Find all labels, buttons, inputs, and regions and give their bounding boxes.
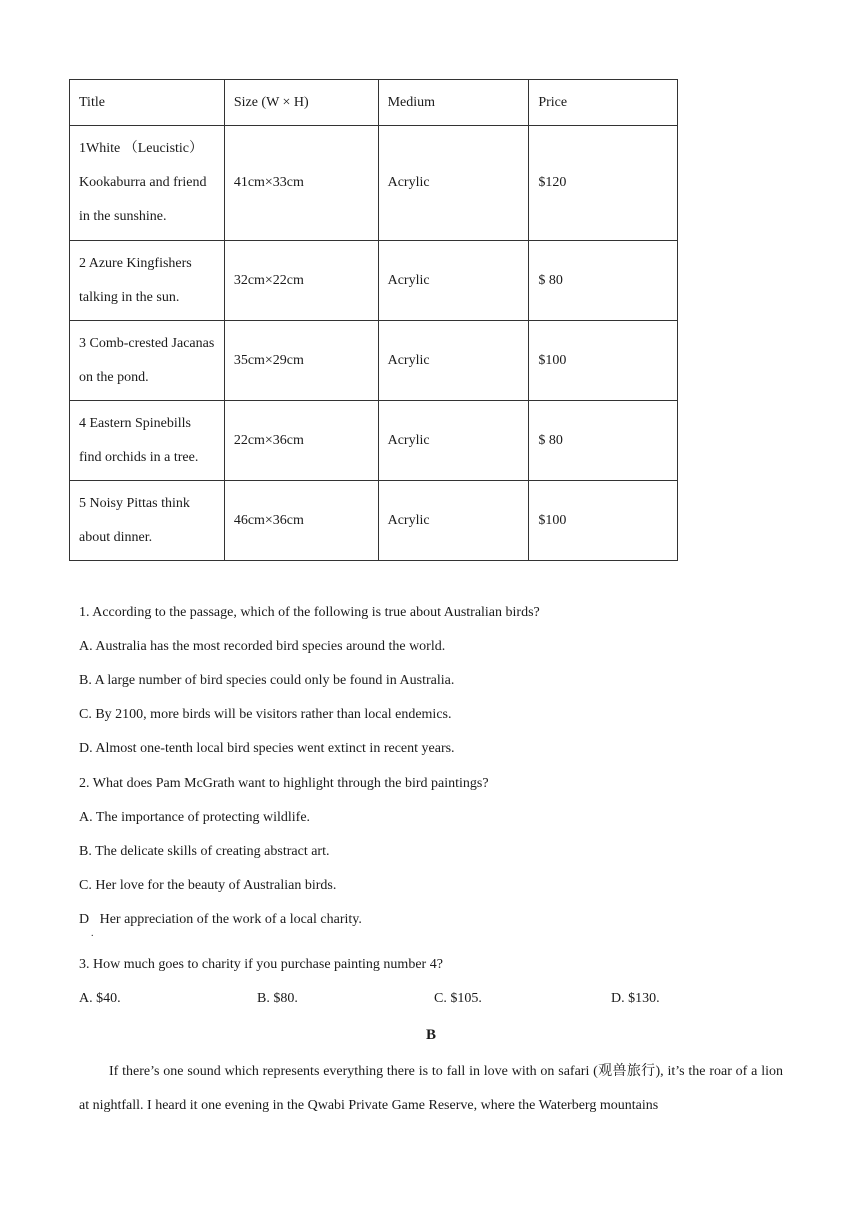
question-3-option-b: B. $80.: [257, 991, 298, 1006]
section-heading: B: [426, 1027, 437, 1043]
painting-medium: Acrylic: [378, 321, 529, 401]
painting-medium: Acrylic: [378, 401, 529, 481]
question-3-option-d: D. $130.: [611, 991, 660, 1006]
painting-title: 3 Comb-crested Jacanas on the pond.: [70, 321, 225, 401]
question-3-option-c: C. $105.: [434, 991, 482, 1006]
painting-price: $120: [529, 126, 678, 241]
header-medium: Medium: [378, 80, 529, 126]
table-row: [70, 401, 678, 481]
question-1-option-c: C. By 2100, more birds will be visitors rather than local endemics.: [79, 707, 452, 722]
question-2-option-b: B. The delicate skills of creating abstract art.: [79, 844, 330, 859]
table-header-row: [70, 80, 678, 126]
painting-title: 5 Noisy Pittas think about dinner.: [70, 481, 225, 561]
painting-title: 2 Azure Kingfishers talking in the sun.: [70, 241, 225, 321]
table-row: [70, 126, 678, 241]
painting-size: 41cm×33cm: [224, 126, 378, 241]
table-row: [70, 241, 678, 321]
question-1-option-d: D. Almost one-tenth local bird species went extinct in recent years.: [79, 741, 455, 756]
painting-medium: Acrylic: [378, 481, 529, 561]
question-2-option-c: C. Her love for the beauty of Australian birds.: [79, 878, 337, 893]
question-3-stem: 3. How much goes to charity if you purchase painting number 4?: [79, 957, 443, 972]
painting-price: $100: [529, 481, 678, 561]
painting-title: 1White （Leucistic） Kookaburra and friend in the sunshine.: [70, 126, 225, 241]
painting-title: 4 Eastern Spinebills find orchids in a tree.: [70, 401, 225, 481]
passage-paragraph: If there’s one sound which represents everything there is to fall in love with on safari (观兽旅行), it’s the roar of a lion at nightfall. I heard it one evening in the Qwabi Private Game Reserve, where the Waterberg mountains: [79, 1064, 783, 1113]
table-row: [70, 321, 678, 401]
header-size: Size (W × H): [224, 80, 378, 126]
painting-medium: Acrylic: [378, 126, 529, 241]
question-3-options: [79, 991, 779, 1011]
question-1-option-a: A. Australia has the most recorded bird species around the world.: [79, 639, 446, 654]
question-3-option-a: A. $40.: [79, 991, 121, 1006]
painting-size: 32cm×22cm: [224, 241, 378, 321]
painting-price: $ 80: [529, 401, 678, 481]
painting-size: 35cm×29cm: [224, 321, 378, 401]
painting-price: $100: [529, 321, 678, 401]
header-title: Title: [70, 80, 225, 126]
painting-size: 22cm×36cm: [224, 401, 378, 481]
painting-price: $ 80: [529, 241, 678, 321]
question-2-stem: 2. What does Pam McGrath want to highlight through the bird paintings?: [79, 776, 489, 791]
question-1-option-b: B. A large number of bird species could only be found in Australia.: [79, 673, 455, 688]
question-1-stem: 1. According to the passage, which of the following is true about Australian birds?: [79, 605, 540, 620]
header-price: Price: [529, 80, 678, 126]
stray-dot: .: [91, 928, 94, 939]
table-row: [70, 481, 678, 561]
painting-medium: Acrylic: [378, 241, 529, 321]
paintings-table: [69, 79, 678, 561]
question-2-option-a: A. The importance of protecting wildlife.: [79, 810, 311, 825]
question-2-option-d: D Her appreciation of the work of a local charity.: [79, 912, 362, 927]
painting-size: 46cm×36cm: [224, 481, 378, 561]
